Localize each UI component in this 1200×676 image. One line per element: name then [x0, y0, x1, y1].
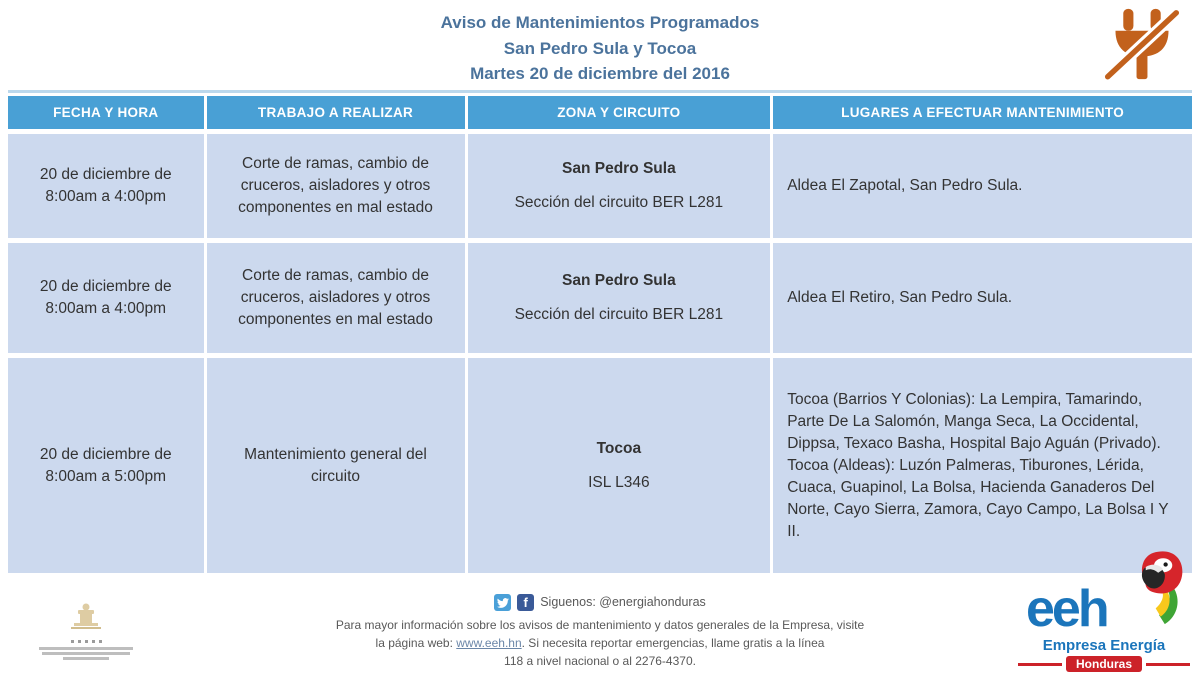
- info-line-1: Para mayor información sobre los avisos de mantenimiento y datos generales de la Empresa, visite: [335, 618, 865, 632]
- table-row: [8, 243, 1192, 353]
- info-line-2-pre: la página web:: [375, 636, 457, 650]
- eeh-ribbon: [1018, 656, 1190, 672]
- twitter-icon[interactable]: [494, 594, 511, 611]
- info-line-3: 118 a nivel nacional o al 2276-4370.: [504, 654, 696, 668]
- ribbon-line: [1146, 663, 1190, 666]
- zona-name: San Pedro Sula: [562, 160, 676, 177]
- cell-zona-circuito: [468, 243, 771, 353]
- footer: [0, 571, 1200, 676]
- cell-lugares: Tocoa (Barrios Y Colonias): La Lempira, Tamarindo, Parte De La Salomón, Manga Seca, La Occidental, Dippsa, Texaco Basha, Hospital Bajo Aguán (Privado). Tocoa (Aldeas): Luzón Palmeras, Tiburones, Lérida, Cuaca, Guapinol, La Bolsa, Hacienda Ganaderos Del Norte, Cayo Sierra, Zamora, Cayo Campo, La Bolsa I Y II.: [773, 358, 1192, 573]
- column-header-trabajo: TRABAJO A REALIZAR: [207, 96, 465, 129]
- cell-lugares: Aldea El Zapotal, San Pedro Sula.: [773, 134, 1192, 238]
- title-line-1: Aviso de Mantenimientos Programados: [440, 13, 760, 32]
- circuito-name: Sección del circuito BER L281: [514, 194, 724, 211]
- column-header-fecha: FECHA Y HORA: [8, 96, 204, 129]
- maintenance-table: [8, 90, 1192, 578]
- cell-trabajo: Corte de ramas, cambio de cruceros, aisladores y otros componentes en mal estado: [207, 243, 465, 353]
- cell-fecha: 20 de diciembre de 8:00am a 4:00pm: [8, 243, 204, 353]
- macaw-parrot-icon: [1130, 549, 1188, 633]
- cell-zona-circuito: [468, 358, 771, 573]
- cell-trabajo: Mantenimiento general del circuito: [207, 358, 465, 573]
- cell-fecha: 20 de diciembre de 8:00am a 4:00pm: [8, 134, 204, 238]
- circuito-name: ISL L346: [588, 473, 650, 491]
- facebook-icon[interactable]: f: [517, 594, 534, 611]
- cell-lugares: Aldea El Retiro, San Pedro Sula.: [773, 243, 1192, 353]
- page-title: [0, 0, 1200, 87]
- cell-trabajo: Corte de ramas, cambio de cruceros, aisladores y otros componentes en mal estado: [207, 134, 465, 238]
- circuito-name: Sección del circuito BER L281: [514, 306, 724, 323]
- column-header-zona: ZONA Y CIRCUITO: [468, 96, 771, 129]
- eeh-logo: [1018, 549, 1190, 672]
- title-line-3: Martes 20 de diciembre del 2016: [470, 64, 730, 83]
- table-row: [8, 134, 1192, 238]
- eeh-company-name: Empresa Energía: [1042, 637, 1166, 654]
- siguenos-text: Siguenos: @energiahonduras: [540, 595, 706, 610]
- eeh-logo-top: [1018, 549, 1190, 638]
- ribbon-line: [1018, 663, 1062, 666]
- table-row: [8, 358, 1192, 573]
- cell-fecha: 20 de diciembre de 8:00am a 5:00pm: [8, 358, 204, 573]
- no-power-plug-icon: [1102, 5, 1182, 83]
- table-top-border: [8, 90, 1192, 93]
- website-link[interactable]: www.eeh.hn: [456, 636, 522, 650]
- info-line-2-post: . Si necesita reportar emergencias, llame gratis a la línea: [521, 636, 825, 650]
- table-header-row: [8, 96, 1192, 129]
- zona-name: San Pedro Sula: [562, 272, 676, 289]
- column-header-lugares: LUGARES A EFECTUAR MANTENIMIENTO: [773, 96, 1192, 129]
- zona-name: Tocoa: [596, 439, 642, 457]
- eeh-wordmark: eeh: [1026, 580, 1107, 638]
- eeh-country-name: Honduras: [1066, 656, 1142, 672]
- title-line-2: San Pedro Sula y Tocoa: [503, 38, 697, 58]
- cell-zona-circuito: [468, 134, 771, 238]
